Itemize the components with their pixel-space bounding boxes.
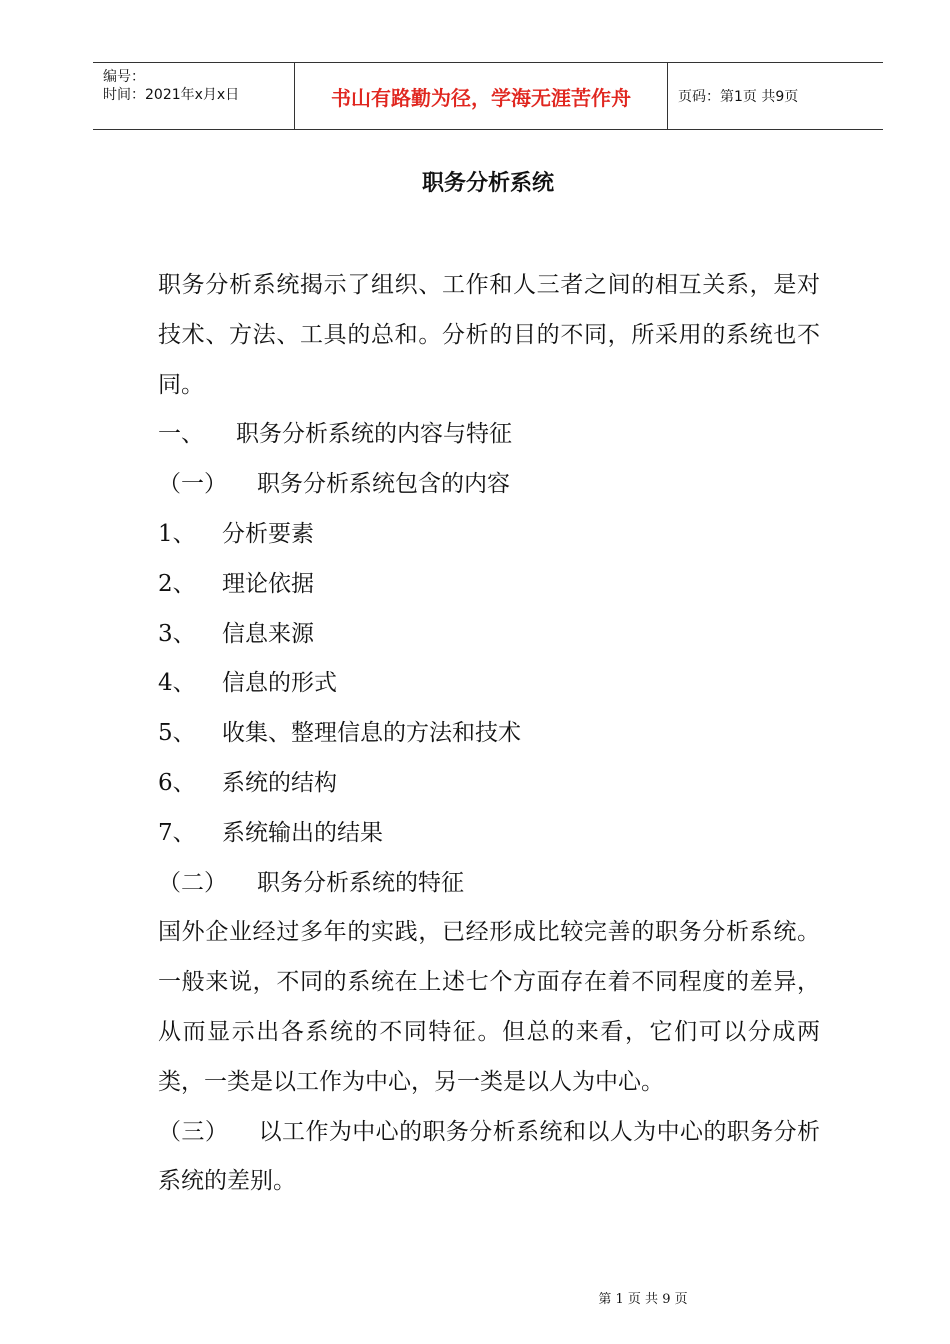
features-paragraph: 国外企业经过多年的实践，已经形成比较完善的职务分析系统。一般来说，不同的系统在上述七个方面存在着不同程度的差异，从而显示出各系统的不同特征。但总的来看，它们可以分成两类，一类是以工作为中心，另一类是以人为中心。 (158, 919, 820, 1095)
subsection-heading-3 (158, 1108, 820, 1208)
list-item (158, 759, 820, 809)
list-item-number: 5、 (158, 720, 196, 747)
subsection-title: 职务分析系统的特征 (257, 869, 464, 896)
list-item-text: 分析要素 (222, 520, 314, 547)
date-label: 时间：2021年x月x日 (103, 87, 240, 103)
list-item (158, 510, 820, 560)
page-header (93, 62, 883, 130)
subsection-number: （三） (158, 1118, 229, 1145)
list-item (158, 709, 820, 759)
page-footer: 第 1 页 共 9 页 (598, 1292, 688, 1307)
list-item-number: 1、 (158, 520, 196, 547)
intro-paragraph: 职务分析系统揭示了组织、工作和人三者之间的相互关系，是对技术、方法、工具的总和。分析的目的不同，所采用的系统也不同。 (158, 272, 820, 398)
list-item-text: 收集、整理信息的方法和技术 (222, 720, 521, 747)
list-item-text: 理论依据 (222, 570, 314, 597)
subsection-heading-2 (158, 859, 820, 909)
subsection-heading-1 (158, 460, 820, 510)
subsection-title: 职务分析系统包含的内容 (257, 471, 510, 498)
header-motto-cell (295, 63, 668, 129)
list-item-number: 3、 (158, 620, 196, 647)
header-motto: 书山有路勤为径，学海无涯苦作舟 (331, 85, 631, 110)
header-page-info: 页码：第1页 共9页 (678, 89, 799, 105)
section-title: 职务分析系统的内容与特征 (236, 421, 512, 448)
list-item-text: 系统的结构 (222, 769, 337, 796)
list-item-number: 6、 (158, 769, 196, 796)
document-body (158, 261, 820, 1207)
list-item-number: 4、 (158, 670, 196, 697)
list-item-text: 系统输出的结果 (222, 819, 383, 846)
serial-number-label: 编号： (103, 69, 145, 85)
list-item (158, 560, 820, 610)
list-item-number: 2、 (158, 570, 196, 597)
list-item-text: 信息来源 (222, 620, 314, 647)
section-number: 一、 (158, 421, 204, 448)
subsection-title: 以工作为中心的职务分析系统和以人为中心的职务分析系统的差别。 (158, 1118, 821, 1195)
list-item-text: 信息的形式 (222, 670, 337, 697)
section-heading-1 (158, 410, 820, 460)
list-item-number: 7、 (158, 819, 196, 846)
list-item (158, 610, 820, 660)
subsection-number: （二） (158, 869, 227, 896)
list-item (158, 809, 820, 859)
header-meta (93, 63, 295, 129)
subsection-number: （一） (158, 471, 227, 498)
list-item (158, 659, 820, 709)
document-title: 职务分析系统 (421, 171, 554, 196)
